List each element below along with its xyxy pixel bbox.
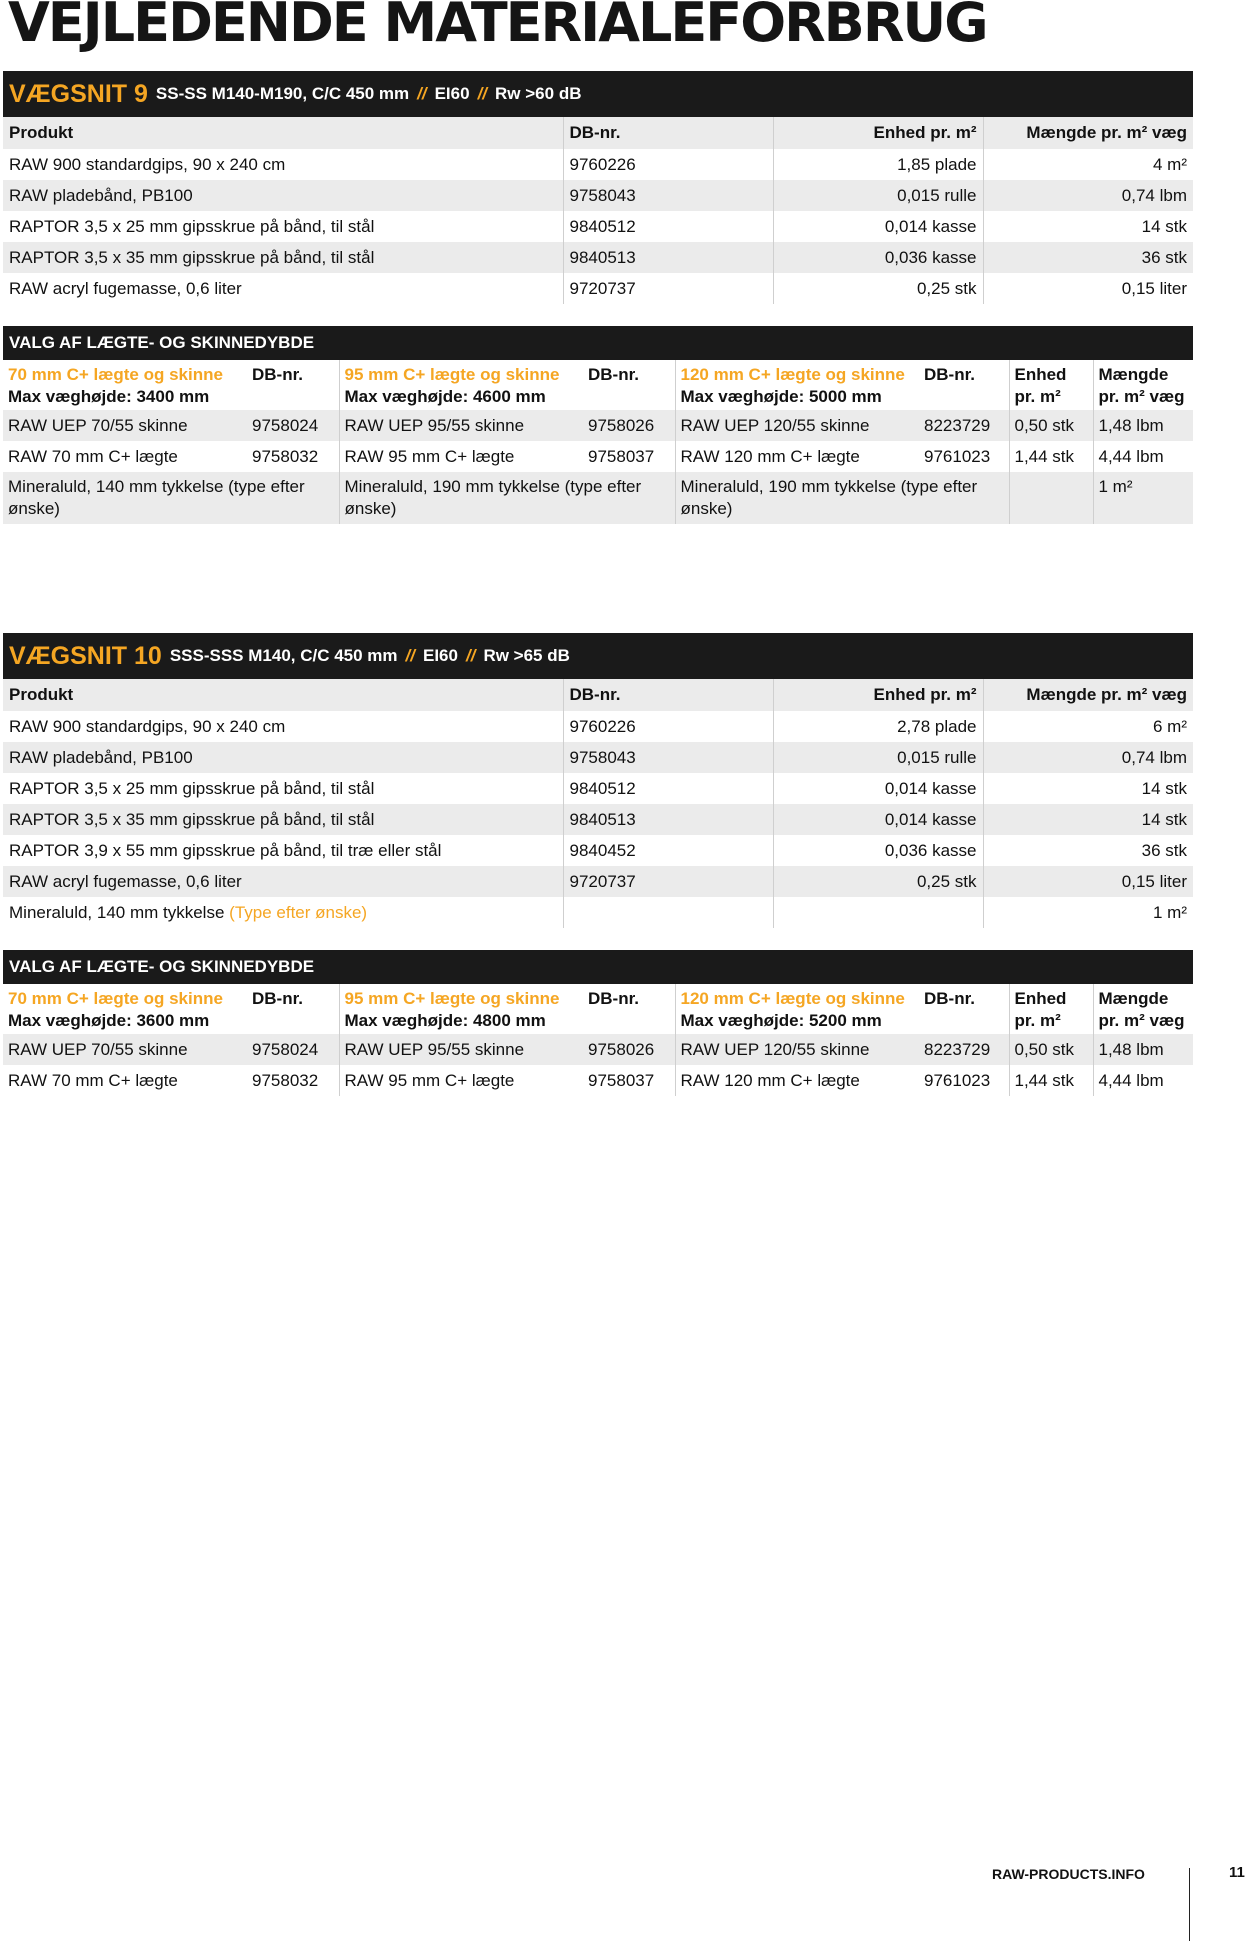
- column-header: Produkt: [9, 123, 74, 142]
- table-header-row: [3, 679, 1193, 711]
- quantity-per-m2: 36 stk: [983, 242, 1193, 273]
- db-number: 9760226: [563, 711, 773, 742]
- sound-rating: Rw >65 dB: [483, 646, 570, 665]
- db-number: 9758024: [252, 415, 319, 435]
- table-row: [3, 211, 1193, 242]
- unit-per-m2: 0,015 rulle: [773, 742, 983, 773]
- enhed-header: Enhed pr. m²: [1009, 360, 1093, 410]
- quantity-per-m2: 14 stk: [983, 211, 1193, 242]
- db-number: 9840512: [563, 773, 773, 804]
- valg-cell: RAW 120 mm C+ lægte: [675, 1065, 919, 1096]
- valg-table: [3, 360, 1193, 524]
- table-header-row: [3, 117, 1193, 149]
- valg-cell: RAW UEP 120/55 skinne: [675, 410, 919, 441]
- product-name: RAW acryl fugemasse, 0,6 liter: [9, 278, 242, 298]
- table-row: [3, 773, 1193, 804]
- quantity-per-m2: 6 m²: [983, 711, 1193, 742]
- product-name: RAW acryl fugemasse, 0,6 liter: [9, 871, 242, 891]
- footer-url[interactable]: RAW-PRODUCTS.INFO: [992, 1866, 1145, 1882]
- db-number: 9758032: [252, 1070, 319, 1090]
- table-row: [3, 1065, 1193, 1096]
- valg-cell: RAW 70 mm C+ lægte: [8, 1070, 178, 1090]
- valg-header: VALG AF LÆGTE- OG SKINNEDYBDE: [3, 326, 1193, 360]
- section-vaegsnit-9: [3, 71, 1193, 524]
- quantity-per-m2: 0,15 liter: [983, 866, 1193, 897]
- valg-table: [3, 984, 1193, 1096]
- product-table: [3, 117, 1193, 304]
- quantity-per-m2: 4,44 lbm: [1093, 1065, 1193, 1096]
- column-header: Produkt: [9, 685, 74, 704]
- product-name: RAW pladebånd, PB100: [9, 185, 193, 205]
- table-row: [3, 441, 1193, 472]
- enhed-header: Enhed pr. m²: [1009, 984, 1093, 1034]
- table-row: [3, 804, 1193, 835]
- column-header: Mængde pr. m² væg: [983, 117, 1193, 149]
- valg-cell: RAW 95 mm C+ lægte: [339, 1065, 583, 1096]
- product-name: RAPTOR 3,5 x 35 mm gipsskrue på bånd, til stål: [9, 247, 375, 267]
- maengde-header: Mængde pr. m² væg: [1093, 984, 1193, 1034]
- product-note: (Type efter ønske): [229, 902, 368, 922]
- db-number: 9720737: [563, 866, 773, 897]
- quantity-per-m2: 0,15 liter: [983, 273, 1193, 304]
- unit-per-m2: 0,25 stk: [773, 273, 983, 304]
- db-number: 9840512: [563, 211, 773, 242]
- valg-cell: RAW 95 mm C+ lægte: [339, 441, 583, 472]
- separator: //: [417, 84, 427, 103]
- quantity-per-m2: 1,48 lbm: [1093, 410, 1193, 441]
- quantity-per-m2: 0,74 lbm: [983, 742, 1193, 773]
- valg-header: VALG AF LÆGTE- OG SKINNEDYBDE: [3, 950, 1193, 984]
- valg-column-heading: 70 mm C+ lægte og skinne Max væghøjde: 3600 mm: [8, 989, 223, 1030]
- table-row: [3, 711, 1193, 742]
- unit-per-m2: 1,44 stk: [1009, 441, 1093, 472]
- db-number: 9840513: [563, 804, 773, 835]
- db-number: [563, 897, 773, 928]
- db-number: 9758043: [563, 180, 773, 211]
- quantity-per-m2: 14 stk: [983, 804, 1193, 835]
- fire-rating: EI60: [423, 646, 458, 665]
- unit-per-m2: 1,85 plade: [773, 149, 983, 180]
- product-name: RAPTOR 3,5 x 25 mm gipsskrue på bånd, til stål: [9, 216, 375, 236]
- valg-column-heading: 95 mm C+ lægte og skinne Max væghøjde: 4600 mm: [339, 360, 583, 410]
- db-header: DB-nr.: [588, 989, 639, 1008]
- db-number: 8223729: [924, 415, 991, 435]
- db-number: 9761023: [924, 1070, 991, 1090]
- table-row: [3, 835, 1193, 866]
- product-name: RAW 900 standardgips, 90 x 240 cm: [9, 154, 286, 174]
- section-name: VÆGSNIT 9: [9, 79, 148, 108]
- db-header: DB-nr.: [924, 365, 975, 384]
- table-row: [3, 866, 1193, 897]
- table-row: [3, 472, 1193, 524]
- quantity-per-m2: 1 m²: [983, 897, 1193, 928]
- valg-cell: RAW UEP 70/55 skinne: [8, 415, 188, 435]
- db-number: 9758037: [588, 446, 655, 466]
- table-row: [3, 410, 1193, 441]
- valg-cell: RAW UEP 70/55 skinne: [8, 1039, 188, 1059]
- valg-column-heading: 95 mm C+ lægte og skinne Max væghøjde: 4800 mm: [339, 984, 583, 1034]
- db-header: DB-nr.: [924, 989, 975, 1008]
- column-header: DB-nr.: [563, 679, 773, 711]
- column-header: Enhed pr. m²: [773, 679, 983, 711]
- db-number: 9758032: [252, 446, 319, 466]
- unit-per-m2: 2,78 plade: [773, 711, 983, 742]
- db-number: 9758043: [563, 742, 773, 773]
- column-header: Mængde pr. m² væg: [983, 679, 1193, 711]
- quantity-per-m2: 14 stk: [983, 773, 1193, 804]
- table-row: [3, 897, 1193, 928]
- db-number: 9720737: [563, 273, 773, 304]
- db-number: 9761023: [924, 446, 991, 466]
- separator: //: [465, 646, 476, 665]
- column-header: Enhed pr. m²: [773, 117, 983, 149]
- quantity-per-m2: 0,74 lbm: [983, 180, 1193, 211]
- db-number: 9760226: [563, 149, 773, 180]
- unit-per-m2: 0,014 kasse: [773, 773, 983, 804]
- valg-cell: RAW 70 mm C+ lægte: [8, 446, 178, 466]
- db-number: 9758026: [588, 415, 655, 435]
- valg-column-heading: 120 mm C+ lægte og skinne Max væghøjde: 5200 mm: [675, 984, 919, 1034]
- mineral-cell: Mineraluld, 190 mm tykkelse (type efter ønske): [339, 472, 675, 524]
- db-number: 9758037: [588, 1070, 655, 1090]
- section-vaegsnit-10: [3, 633, 1193, 1096]
- section-header: [3, 71, 1193, 117]
- sound-rating: Rw >60 dB: [495, 84, 582, 103]
- product-name: RAPTOR 3,5 x 25 mm gipsskrue på bånd, til stål: [9, 778, 375, 798]
- unit-per-m2: 0,014 kasse: [773, 804, 983, 835]
- valg-cell: RAW UEP 95/55 skinne: [339, 410, 583, 441]
- product-table: [3, 679, 1193, 928]
- db-number: 9758024: [252, 1039, 319, 1059]
- product-name: RAW pladebånd, PB100: [9, 747, 193, 767]
- page-title: VEJLEDENDE MATERIALEFORBRUG: [8, 0, 987, 54]
- valg-column-heading: 70 mm C+ lægte og skinne Max væghøjde: 3400 mm: [8, 365, 223, 406]
- mineral-cell: Mineraluld, 190 mm tykkelse (type efter ønske): [675, 472, 1009, 524]
- fire-rating: EI60: [434, 84, 470, 103]
- unit-per-m2: 0,036 kasse: [773, 242, 983, 273]
- page-number: 11: [1229, 1864, 1245, 1881]
- section-header: [3, 633, 1193, 679]
- unit-per-m2: 0,50 stk: [1009, 410, 1093, 441]
- quantity-per-m2: 36 stk: [983, 835, 1193, 866]
- unit-per-m2: 0,50 stk: [1009, 1034, 1093, 1065]
- product-name-text: Mineraluld, 140 mm tykkelse: [9, 902, 225, 922]
- db-number: 8223729: [924, 1039, 991, 1059]
- product-name: RAW 900 standardgips, 90 x 240 cm: [9, 716, 286, 736]
- db-header: DB-nr.: [252, 365, 303, 384]
- quantity-per-m2: 4,44 lbm: [1093, 441, 1193, 472]
- column-header: DB-nr.: [563, 117, 773, 149]
- unit-per-m2: 1,44 stk: [1009, 1065, 1093, 1096]
- mineral-cell: Mineraluld, 140 mm tykkelse (type efter ønske): [8, 477, 305, 518]
- section-spec: SS-SS M140-M190, C/C 450 mm: [155, 84, 410, 103]
- product-name: RAPTOR 3,9 x 55 mm gipsskrue på bånd, til træ eller stål: [9, 840, 442, 860]
- table-row: [3, 180, 1193, 211]
- section-spec: SSS-SSS M140, C/C 450 mm: [169, 646, 398, 665]
- empty-cell: [1009, 472, 1093, 524]
- valg-cell: RAW UEP 95/55 skinne: [339, 1034, 583, 1065]
- quantity-per-m2: 1,48 lbm: [1093, 1034, 1193, 1065]
- table-row: [3, 149, 1193, 180]
- db-header: DB-nr.: [588, 365, 639, 384]
- unit-per-m2: 0,014 kasse: [773, 211, 983, 242]
- maengde-header: Mængde pr. m² væg: [1093, 360, 1193, 410]
- separator: //: [405, 646, 415, 665]
- valg-header-row: [3, 984, 1193, 1034]
- product-name: [3, 897, 563, 928]
- quantity-per-m2: 4 m²: [983, 149, 1193, 180]
- unit-per-m2: 0,25 stk: [773, 866, 983, 897]
- table-row: [3, 273, 1193, 304]
- valg-header-row: [3, 360, 1193, 410]
- valg-column-heading: 120 mm C+ lægte og skinne Max væghøjde: 5000 mm: [675, 360, 919, 410]
- table-row: [3, 242, 1193, 273]
- unit-per-m2: 0,015 rulle: [773, 180, 983, 211]
- valg-cell: RAW 120 mm C+ lægte: [675, 441, 919, 472]
- quantity-per-m2: 1 m²: [1093, 472, 1193, 524]
- table-row: [3, 742, 1193, 773]
- table-row: [3, 1034, 1193, 1065]
- valg-cell: RAW UEP 120/55 skinne: [675, 1034, 919, 1065]
- section-name: VÆGSNIT 10: [9, 641, 162, 670]
- separator: //: [477, 84, 488, 103]
- db-number: 9840513: [563, 242, 773, 273]
- unit-per-m2: [773, 897, 983, 928]
- product-name: RAPTOR 3,5 x 35 mm gipsskrue på bånd, til stål: [9, 809, 375, 829]
- db-number: 9840452: [563, 835, 773, 866]
- db-number: 9758026: [588, 1039, 655, 1059]
- db-header: DB-nr.: [252, 989, 303, 1008]
- footer-divider: [1189, 1868, 1190, 1941]
- unit-per-m2: 0,036 kasse: [773, 835, 983, 866]
